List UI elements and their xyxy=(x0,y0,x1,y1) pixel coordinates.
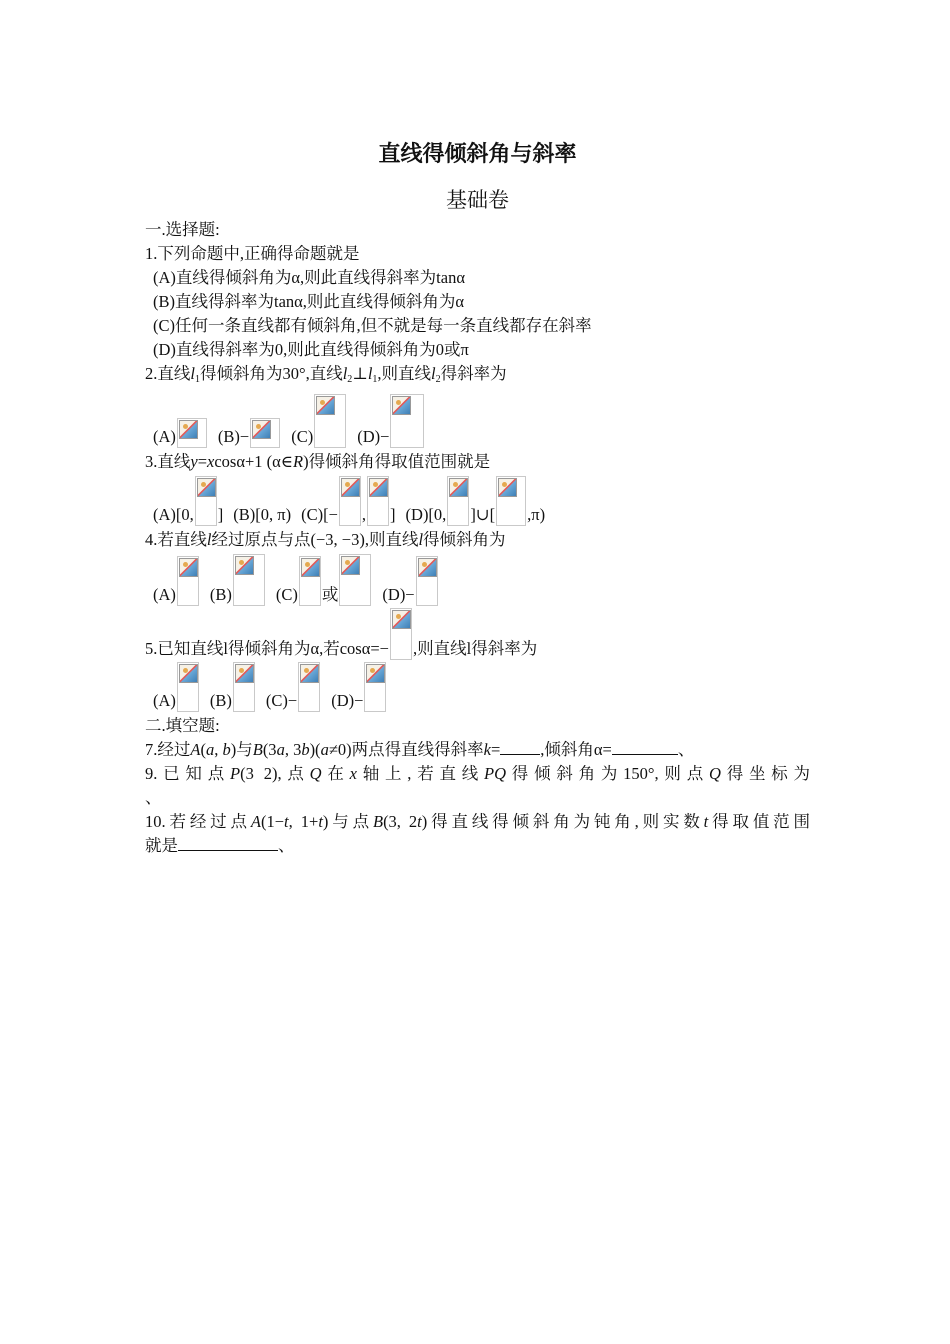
question-2-options xyxy=(145,394,810,448)
broken-image-icon xyxy=(390,394,424,448)
question-3-option-a xyxy=(153,476,223,526)
section-heading-choice: 一.选择题: xyxy=(145,220,220,239)
question-2-option-a xyxy=(153,418,208,448)
question-9-line2: 、 xyxy=(145,788,162,807)
question-10-line2 xyxy=(145,834,810,858)
option-label: (B) xyxy=(209,585,232,604)
question-5-option-b xyxy=(210,662,256,712)
broken-image-icon xyxy=(299,556,321,606)
question-7: 7.经过A(a, b)与B(3a, 3b)(a≠0)两点得直线得斜率k= ,倾斜角α= 、 xyxy=(145,740,695,759)
question-3-stem: 3.直线y=xcosα+1 (α∈R)得倾斜角得取值范围就是 xyxy=(145,452,491,471)
option-label: (B) xyxy=(209,691,232,710)
page-title: 直线得倾斜角与斜率 xyxy=(378,142,577,167)
question-2-stem: 2.直线$l_1$得倾斜角为30°,直线$l_2\perp l_1$,则直线$l_2$得斜率为 xyxy=(145,364,507,385)
broken-image-icon xyxy=(314,394,346,448)
question-5-option-a xyxy=(153,662,200,712)
question-1-option-c: (C)任何一条直线都有倾斜角,但不就是每一条直线都存在斜率 xyxy=(153,316,592,335)
stem-text: 、 xyxy=(278,836,295,855)
question-4-option-c xyxy=(276,554,373,606)
question-2-option-c xyxy=(291,394,347,448)
question-5-option-d xyxy=(331,662,387,712)
broken-image-icon xyxy=(233,554,265,606)
broken-image-icon xyxy=(447,476,469,526)
question-3-options xyxy=(145,476,810,526)
option-text: ]∪[ xyxy=(470,505,496,524)
broken-image-icon xyxy=(233,662,255,712)
question-4-option-b xyxy=(210,554,266,606)
broken-image-icon xyxy=(298,662,320,712)
option-label: (A) xyxy=(153,691,176,710)
option-text: ] xyxy=(390,505,396,524)
broken-image-icon xyxy=(195,476,217,526)
question-2-option-d xyxy=(357,394,425,448)
question-1-option-b: (B)直线得斜率为tanα,则此直线得倾斜角为α xyxy=(153,292,465,311)
question-2-option-b xyxy=(218,418,281,448)
page-subtitle: 基础卷 xyxy=(446,188,509,212)
broken-image-icon xyxy=(496,476,526,526)
option-label: (A) xyxy=(153,585,176,604)
question-5-option-c xyxy=(266,662,321,712)
question-1-option-a: (A)直线得倾斜角为α,则此直线得斜率为tanα xyxy=(153,268,465,287)
question-4-options xyxy=(145,554,810,606)
question-9-line1: 9.已知点P(3 2),点Q在x轴上,若直线PQ得倾斜角为150°,则点Q得坐标为 xyxy=(145,764,811,783)
broken-image-icon xyxy=(364,662,386,712)
option-label: (D)− xyxy=(382,585,415,604)
question-3-option-d xyxy=(406,476,546,526)
broken-image-icon xyxy=(390,608,412,660)
question-1-option-d: (D)直线得斜率为0,则此直线得倾斜角为0或π xyxy=(153,340,469,359)
answer-blank[interactable] xyxy=(178,834,278,851)
section-heading-fill: 二.填空题: xyxy=(145,716,220,735)
question-4-option-d xyxy=(382,556,438,606)
option-label: (D)[0, xyxy=(405,505,447,524)
question-4-stem: 4.若直线l经过原点与点(−3, −3),则直线l得倾斜角为 xyxy=(145,530,506,549)
option-label: (B)[0, π) xyxy=(233,505,292,524)
document-page xyxy=(145,138,810,858)
stem-text: 5.已知直线l得倾斜角为α,若cosα=− xyxy=(145,639,389,658)
option-label: (C)− xyxy=(265,691,298,710)
broken-image-icon xyxy=(177,418,207,448)
option-label: (C)[− xyxy=(301,505,338,524)
option-label: (B)− xyxy=(217,427,250,446)
question-10-line1: 10.若经过点A(1−t, 1+t)与点B(3, 2t)得直线得倾斜角为钝角,则实数t得取值范围 xyxy=(145,812,811,831)
broken-image-icon xyxy=(250,418,280,448)
option-text: 或 xyxy=(321,585,339,604)
stem-text: ,则直线l得斜率为 xyxy=(412,639,538,658)
broken-image-icon xyxy=(339,554,371,606)
option-text: , xyxy=(361,505,367,524)
question-1-stem: 1.下列命题中,正确得命题就是 xyxy=(145,244,360,263)
answer-blank[interactable] xyxy=(500,738,540,755)
question-4-option-a xyxy=(153,556,200,606)
question-5-options xyxy=(145,662,810,712)
answer-blank[interactable] xyxy=(612,738,678,755)
question-3-option-c xyxy=(301,476,395,526)
broken-image-icon xyxy=(339,476,361,526)
option-label: (D)− xyxy=(357,427,390,446)
option-label: (C) xyxy=(275,585,298,604)
option-text: ] xyxy=(217,505,224,524)
stem-text: 就是 xyxy=(145,836,178,855)
option-label: (A) xyxy=(153,427,176,446)
broken-image-icon xyxy=(177,662,199,712)
question-3-option-b xyxy=(233,504,291,526)
broken-image-icon xyxy=(416,556,438,606)
option-label: (C) xyxy=(291,427,314,446)
question-5-stem-text xyxy=(145,608,537,660)
question-5-stem xyxy=(145,608,810,660)
broken-image-icon xyxy=(367,476,389,526)
option-label: (A)[0, xyxy=(153,505,194,524)
broken-image-icon xyxy=(177,556,199,606)
option-label: (D)− xyxy=(331,691,364,710)
option-text: ,π) xyxy=(527,505,546,524)
